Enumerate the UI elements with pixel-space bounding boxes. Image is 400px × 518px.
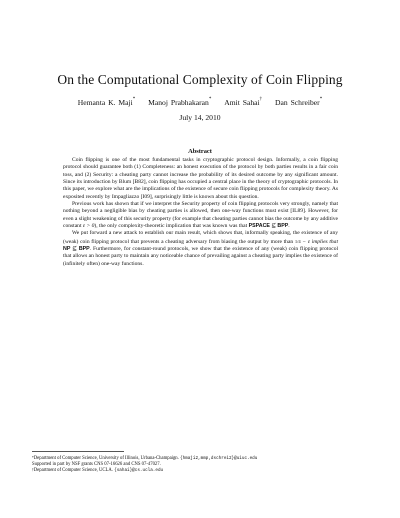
abstract-body bbox=[63, 157, 338, 268]
footnote: †Department of Computer Science, UCLA. {sahai}@cs.ucla.edu bbox=[32, 467, 164, 473]
author: Hemanta K. Maji* bbox=[77, 97, 136, 107]
paper-date: July 14, 2010 bbox=[179, 113, 221, 122]
abstract-paragraph: Previous work has shown that if we interpret the Security property of coin flipping protocols very strongly, namely that nothing beyond a negligible bias by cheating parties is allowed, then one-way functions must exist [IL89]. However, for even a slight weakening of this security property (for example that cheating parties cannot bias the outcome by any additive constant ε > 0), the only complexity-theoretic implication that was known was that PSPACE ⊈ BPP. bbox=[63, 201, 338, 230]
footnotes bbox=[32, 456, 372, 474]
footnote-rule bbox=[32, 451, 124, 452]
author: Amit Sahai† bbox=[224, 97, 263, 107]
paper-title: On the Computational Complexity of Coin Flipping bbox=[57, 72, 343, 87]
abstract-heading: Abstract bbox=[188, 148, 212, 155]
author-list bbox=[0, 98, 400, 107]
author: Dan Schreiber* bbox=[275, 97, 323, 107]
footnote: *Department of Computer Science, University of Illinois, Urbana-Champaign. {hmaji2,mmp,dschrei2}@uiuc.edu bbox=[32, 456, 258, 461]
abstract-paragraph: Coin flipping is one of the most fundamental tasks in cryptographic protocol design. Informally, a coin flipping protocol should guarantee both (1) Completeness: an honest execution of the protocol by both parties results in a fair coin toss, and (2) Security: a cheating party cannot increase the probability of its desired outcome by any significant amount. Since its introduction by Blum [B82], coin flipping has occupied a central place in the theory of cryptographic protocols. In this paper, we explore what are the implications of the existence of secure coin flipping protocols for complexity theory. As exposited recently by Impagliazzo [I09], surprisingly little is known about this question. bbox=[63, 157, 338, 200]
footnote-continuation: Supported in part by NSF grants CNS 07-16626 and CNS 07-47027. bbox=[32, 461, 161, 467]
author: Manoj Prabhakaran* bbox=[148, 97, 212, 107]
abstract-paragraph: We put forward a new attack to establish our main result, which shows that, informally speaking, the existence of any (weak) coin flipping protocol that prevents a cheating adversary from biasing the output by more than 1/4 − ε implies that NP ⊈ BPP. Furthermore, for constant-round protocols, we show that the existence of any (weak) coin flipping protocol that allows an honest party to maintain any noticeable chance of prevailing against a cheating party implies the existence of (infinitely often) one-way functions. bbox=[63, 230, 339, 267]
